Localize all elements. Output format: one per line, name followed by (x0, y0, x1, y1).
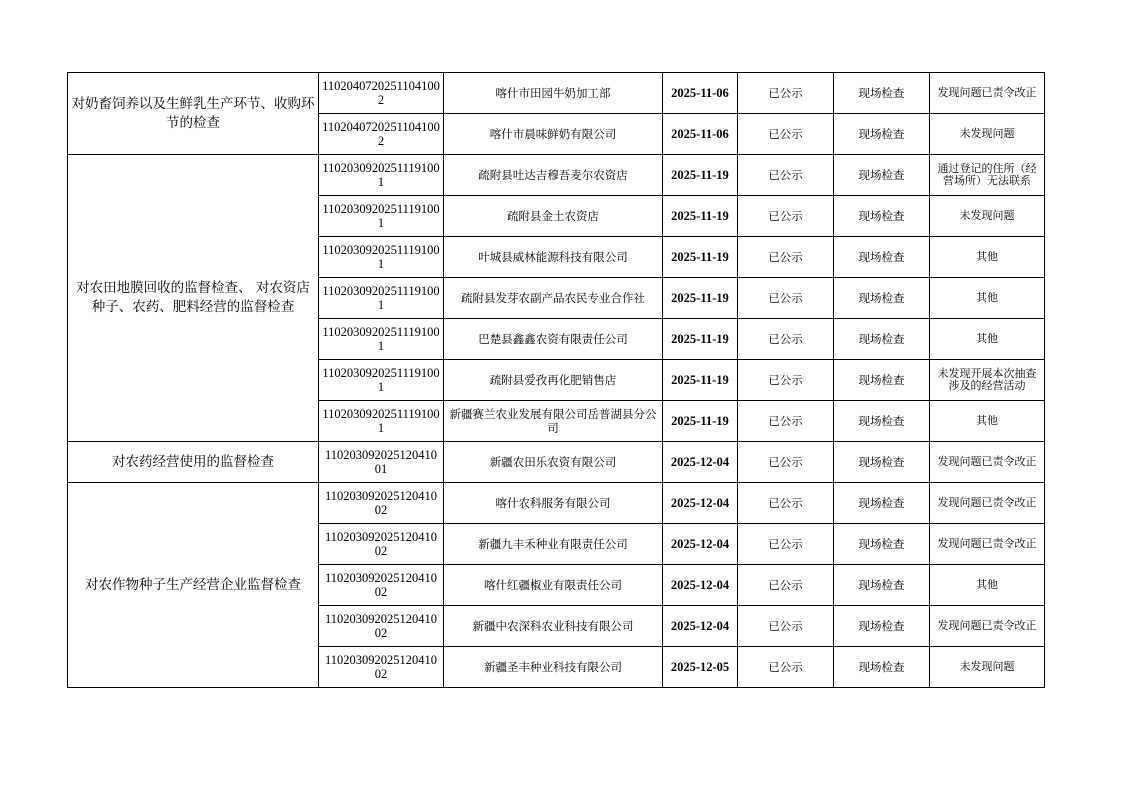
company-name: 新疆九丰禾种业有限责任公司 (444, 524, 663, 565)
company-name: 喀什市田园牛奶加工部 (444, 73, 663, 114)
registration-code: 11020309202512041002 (319, 606, 444, 647)
registration-code: 11020309202512041002 (319, 647, 444, 688)
inspection-result: 未发现问题 (930, 114, 1045, 155)
inspection-result: 其他 (930, 237, 1045, 278)
publication-status: 已公示 (738, 114, 834, 155)
inspection-method: 现场检查 (834, 278, 930, 319)
company-name: 叶城县威林能源科技有限公司 (444, 237, 663, 278)
inspection-method: 现场检查 (834, 155, 930, 196)
company-name: 新疆赛兰农业发展有限公司岳普湖县分公司 (444, 401, 663, 442)
inspection-method: 现场检查 (834, 606, 930, 647)
publication-status: 已公示 (738, 401, 834, 442)
publication-status: 已公示 (738, 278, 834, 319)
inspection-result: 未发现问题 (930, 647, 1045, 688)
registration-code: 11020309202511191001 (319, 360, 444, 401)
inspection-method: 现场检查 (834, 319, 930, 360)
inspection-date: 2025-11-19 (663, 401, 738, 442)
inspection-date: 2025-11-19 (663, 360, 738, 401)
table-row (68, 73, 1045, 114)
inspection-date: 2025-12-04 (663, 483, 738, 524)
company-name: 巴楚县鑫鑫农资有限责任公司 (444, 319, 663, 360)
inspection-category: 对农药经营使用的监督检查 (68, 442, 319, 483)
publication-status: 已公示 (738, 319, 834, 360)
inspection-category: 对农作物种子生产经营企业监督检查 (68, 483, 319, 688)
inspection-date: 2025-12-04 (663, 565, 738, 606)
inspection-method: 现场检查 (834, 237, 930, 278)
inspection-result: 其他 (930, 278, 1045, 319)
inspection-date: 2025-11-19 (663, 155, 738, 196)
inspection-method: 现场检查 (834, 401, 930, 442)
publication-status: 已公示 (738, 360, 834, 401)
table-row (68, 155, 1045, 196)
publication-status: 已公示 (738, 647, 834, 688)
inspection-result: 其他 (930, 319, 1045, 360)
inspection-date: 2025-11-19 (663, 237, 738, 278)
inspection-result: 未发现问题 (930, 196, 1045, 237)
inspection-date: 2025-11-19 (663, 278, 738, 319)
company-name: 疏附县吐达吉穆吾麦尔农资店 (444, 155, 663, 196)
inspection-result: 发现问题已责令改正 (930, 524, 1045, 565)
publication-status: 已公示 (738, 155, 834, 196)
registration-code: 11020407202511041002 (319, 73, 444, 114)
inspection-result: 未发现开展本次抽查涉及的经营活动 (930, 360, 1045, 401)
inspection-method: 现场检查 (834, 114, 930, 155)
inspection-result: 其他 (930, 565, 1045, 606)
registration-code: 11020309202511191001 (319, 401, 444, 442)
company-name: 喀什农科服务有限公司 (444, 483, 663, 524)
company-name: 疏附县发芽农副产品农民专业合作社 (444, 278, 663, 319)
publication-status: 已公示 (738, 483, 834, 524)
inspection-method: 现场检查 (834, 565, 930, 606)
inspection-result: 其他 (930, 401, 1045, 442)
inspection-result: 发现问题已责令改正 (930, 606, 1045, 647)
inspection-method: 现场检查 (834, 73, 930, 114)
publication-status: 已公示 (738, 524, 834, 565)
inspection-result: 发现问题已责令改正 (930, 442, 1045, 483)
company-name: 喀什市晨味鲜奶有限公司 (444, 114, 663, 155)
publication-status: 已公示 (738, 237, 834, 278)
inspection-date: 2025-11-06 (663, 73, 738, 114)
publication-status: 已公示 (738, 196, 834, 237)
inspection-category: 对奶畜饲养以及生鲜乳生产环节、收购环节的检查 (68, 73, 319, 155)
registration-code: 11020309202511191001 (319, 278, 444, 319)
inspection-method: 现场检查 (834, 196, 930, 237)
inspection-result: 发现问题已责令改正 (930, 73, 1045, 114)
registration-code: 11020309202512041002 (319, 483, 444, 524)
publication-status: 已公示 (738, 73, 834, 114)
registration-code: 11020309202512041002 (319, 524, 444, 565)
inspection-method: 现场检查 (834, 524, 930, 565)
inspection-result: 通过登记的住所（经营场所）无法联系 (930, 155, 1045, 196)
company-name: 新疆农田乐农资有限公司 (444, 442, 663, 483)
inspection-date: 2025-12-04 (663, 524, 738, 565)
inspection-method: 现场检查 (834, 483, 930, 524)
company-name: 喀什红疆椒业有限责任公司 (444, 565, 663, 606)
company-name: 疏附县金土农资店 (444, 196, 663, 237)
company-name: 新疆圣丰种业科技有限公司 (444, 647, 663, 688)
inspection-method: 现场检查 (834, 360, 930, 401)
registration-code: 11020309202512041001 (319, 442, 444, 483)
table-body (68, 73, 1045, 688)
publication-status: 已公示 (738, 442, 834, 483)
registration-code: 11020309202511191001 (319, 155, 444, 196)
publication-status: 已公示 (738, 565, 834, 606)
registration-code: 11020309202512041002 (319, 565, 444, 606)
registration-code: 11020309202511191001 (319, 319, 444, 360)
inspection-result: 发现问题已责令改正 (930, 483, 1045, 524)
inspection-category: 对农田地膜回收的监督检查、 对农资店种子、农药、肥料经营的监督检查 (68, 155, 319, 442)
inspection-date: 2025-11-06 (663, 114, 738, 155)
company-name: 新疆中农深科农业科技有限公司 (444, 606, 663, 647)
registration-code: 11020407202511041002 (319, 114, 444, 155)
inspection-date: 2025-11-19 (663, 319, 738, 360)
registration-code: 11020309202511191001 (319, 196, 444, 237)
inspection-method: 现场检查 (834, 442, 930, 483)
company-name: 疏附县爱孜再化肥销售店 (444, 360, 663, 401)
inspection-date: 2025-11-19 (663, 196, 738, 237)
inspection-date: 2025-12-05 (663, 647, 738, 688)
inspection-table (67, 72, 1045, 688)
inspection-date: 2025-12-04 (663, 606, 738, 647)
inspection-method: 现场检查 (834, 647, 930, 688)
inspection-date: 2025-12-04 (663, 442, 738, 483)
table-row (68, 442, 1045, 483)
publication-status: 已公示 (738, 606, 834, 647)
table-row (68, 483, 1045, 524)
registration-code: 11020309202511191001 (319, 237, 444, 278)
